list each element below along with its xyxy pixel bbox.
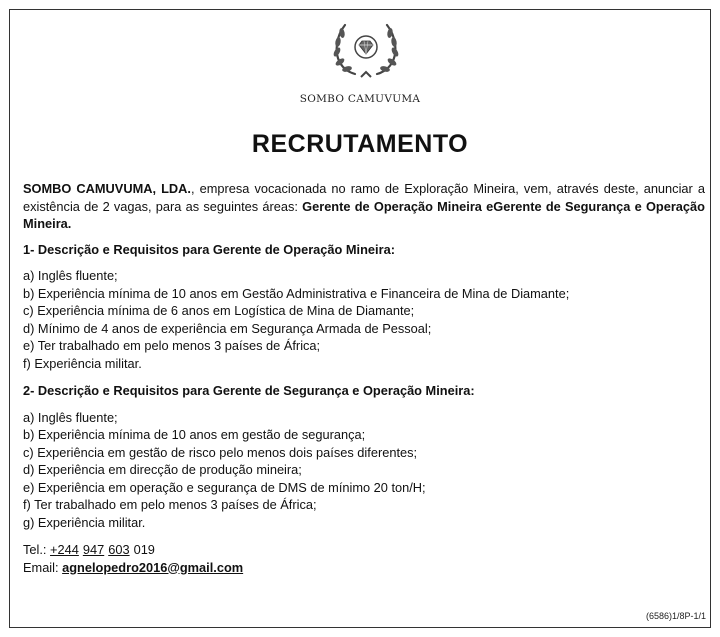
phone-line [23, 541, 705, 559]
list-item: b) Experiência mínima de 10 anos em Gestão Administrativa e Financeira de Mina de Diamante; [23, 285, 570, 301]
reference-code: (6586)1/8P-1/1 [645, 611, 706, 621]
requirements-list-1 [23, 267, 705, 372]
list-item: f) Experiência militar. [23, 355, 142, 371]
phone-link[interactable]: 603 [108, 542, 130, 557]
phone-label: Tel.: [23, 542, 51, 557]
intro-text: , empresa vocacionada no ramo de Exploração Mineira, vem, através deste, anunciar a existência de 2 vagas, para as seguintes áreas: [23, 181, 705, 214]
section-heading-2: 2- Descrição e Requisitos para Gerente de Segurança e Operação Mineira: [23, 383, 475, 398]
list-item: f) Ter trabalhado em pelo menos 3 países de África; [23, 497, 317, 512]
company-legal-name: SOMBO CAMUVUMA, LDA. [23, 181, 191, 196]
email-link[interactable]: agnelopedro2016@gmail.com [62, 559, 244, 575]
phone-suffix: 019 [133, 542, 155, 557]
phone-link[interactable]: +244 [50, 542, 79, 557]
list-item: e) Experiência em operação e segurança de DMS de mínimo 20 ton/H; [23, 479, 426, 495]
email-line [23, 559, 705, 577]
section-heading-1: 1- Descrição e Requisitos para Gerente de Operação Mineira: [23, 241, 395, 257]
contact-block [23, 541, 705, 576]
list-item: b) Experiência mínima de 10 anos em gestão de segurança; [23, 427, 366, 442]
list-item: e) Ter trabalhado em pelo menos 3 países de África; [23, 338, 321, 353]
intro-positions: Gerente de Operação Mineira eGerente de Segurança e Operação Mineira. [23, 198, 705, 231]
page-title: RECRUTAMENTO [251, 130, 469, 158]
list-item: a) Inglês fluente; [23, 409, 118, 425]
diamond-laurel-logo-icon [325, 16, 407, 82]
requirements-list-2 [23, 409, 705, 532]
list-item: g) Experiência militar. [23, 514, 146, 530]
list-item: c) Experiência mínima de 6 anos em Logística de Mina de Diamante; [23, 303, 415, 318]
advert-body [23, 180, 705, 576]
intro-paragraph [23, 180, 705, 233]
list-item: d) Mínimo de 4 anos de experiência em Segurança Armada de Pessoal; [23, 320, 432, 336]
list-item: c) Experiência em gestão de risco pelo menos dois países diferentes; [23, 444, 418, 460]
email-label: Email: [23, 559, 63, 575]
list-item: d) Experiência em direcção de produção mineira; [23, 462, 302, 477]
list-item: a) Inglês fluente; [23, 268, 118, 283]
brand-name: SOMBO CAMUVUMA [299, 93, 421, 105]
phone-link[interactable]: 947 [82, 542, 105, 557]
